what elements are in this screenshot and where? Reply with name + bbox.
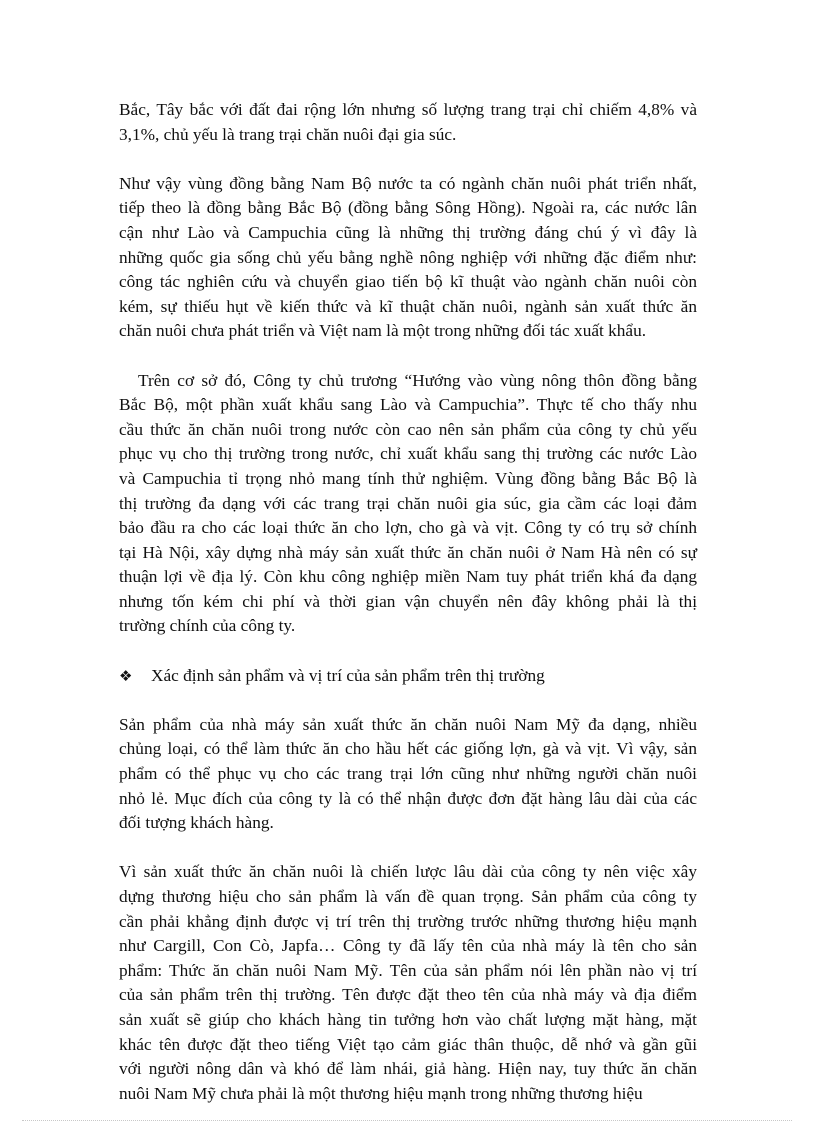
paragraph-1 xyxy=(119,98,697,147)
text-line: Bắc Bộ, một phần xuất khẩu sang Lào và Campuchia”. Thực tế cho thấy nhu xyxy=(119,395,697,415)
text-line: kém, sự thiếu hụt về kiến thức và kĩ thuật chăn nuôi, ngành sản xuất thức ăn xyxy=(119,296,697,316)
paragraph-5 xyxy=(119,860,697,1106)
text-line: nhưng tốn kém chi phí và thời gian vận chuyển nên đây không phải là thị xyxy=(119,591,697,611)
page-bottom-divider xyxy=(22,1120,792,1121)
document-body xyxy=(119,98,697,1131)
text-line: chăn nuôi chưa phát triển và Việt nam là một trong những đối tác xuất khẩu. xyxy=(119,321,647,341)
text-line: và Campuchia tỉ trọng nhỏ mang tính thử nghiệm. Vùng đồng bằng Bắc Bộ là xyxy=(119,468,697,488)
text-line: sản xuất sẽ giúp cho khách hàng tin tưởng hơn vào chất lượng mặt hàng, mặt xyxy=(119,1009,697,1029)
text-line: dựng thương hiệu cho sản phẩm là vấn đề quan trọng. Sản phẩm của công ty xyxy=(119,887,697,906)
text-line: chủng loại, có thể làm thức ăn cho hầu hết các giống lợn, gà và vịt. Vì vậy, sản xyxy=(119,739,697,759)
text-line: phẩm: Thức ăn chăn nuôi Nam Mỹ. Tên của sản phẩm nói lên phần nào vị trí xyxy=(119,960,697,980)
paragraph-2 xyxy=(119,172,697,344)
text-line: những quốc gia sống chủ yếu bằng nghề nông nghiệp với những đặc điểm như: xyxy=(119,247,697,267)
text-line: phẩm có thể phục vụ cho các trang trại lớn cũng như những người chăn nuôi xyxy=(119,764,697,784)
text-line: của sản phẩm trên thị trường. Tên được đặt theo tên của nhà máy và địa điểm xyxy=(119,985,697,1005)
text-line: thị trường đa dạng với các trang trại chăn nuôi gia súc, gia cầm các loại đảm xyxy=(119,493,697,513)
text-line: trường chính của công ty. xyxy=(119,616,296,636)
text-line: đối tượng khách hàng. xyxy=(119,813,274,833)
section-heading-bullet xyxy=(119,664,697,689)
paragraph-4 xyxy=(119,713,697,836)
text-line: Vì sản xuất thức ăn chăn nuôi là chiến lược lâu dài của công ty nên việc xây xyxy=(119,862,697,882)
text-line: Như vậy vùng đồng bằng Nam Bộ nước ta có ngành chăn nuôi phát triển nhất, xyxy=(119,173,697,193)
text-line: cầu thức ăn chăn nuôi trong nước còn cao nên sản phẩm của công ty chủ yếu xyxy=(119,419,697,439)
section-heading-text: Xác định sản phẩm và vị trí của sản phẩm trên thị trường xyxy=(151,665,545,685)
text-line: Bắc, Tây bắc với đất đai rộng lớn nhưng số lượng trang trại chỉ chiếm 4,8% và xyxy=(119,100,697,119)
text-line: công tác nghiên cứu và chuyển giao tiến bộ kĩ thuật vào ngành chăn nuôi còn xyxy=(119,272,697,292)
four-diamond-bullet-icon: ❖ xyxy=(119,666,133,685)
text-line: Sản phẩm của nhà máy sản xuất thức ăn chăn nuôi Nam Mỹ đa dạng, nhiều xyxy=(119,714,697,734)
text-line: cận như Lào và Campuchia cũng là những thị trường đáng chú ý vì đây là xyxy=(119,222,697,242)
text-line: khác tên được đặt theo tiếng Việt tạo cảm giác thân thuộc, dễ nhớ và gần gũi xyxy=(119,1034,697,1054)
text-line: nhỏ lẻ. Mục đích của công ty là có thể nhận được đơn đặt hàng lâu dài của các xyxy=(119,788,697,808)
paragraph-3 xyxy=(119,369,697,640)
text-line: như Cargill, Con Cò, Japfa… Công ty đã lấy tên của nhà máy là tên cho sản xyxy=(119,936,697,956)
text-line: tại Hà Nội, xây dựng nhà máy sản xuất thức ăn chăn nuôi ở Nam Hà nên có sự xyxy=(119,542,697,562)
text-line: với người nông dân và khó để làm nhái, giả hàng. Hiện nay, tuy thức ăn chăn xyxy=(119,1059,697,1079)
text-line: 3,1%, chủ yếu là trang trại chăn nuôi đại gia súc. xyxy=(119,124,457,144)
text-line: bảo đầu ra cho các loại thức ăn cho lợn, cho gà và vịt. Công ty có trụ sở chính xyxy=(119,518,697,538)
text-line: thuận lợi về địa lý. Còn khu công nghiệp miền Nam tuy phát triển khá đa dạng xyxy=(119,567,697,587)
text-line: Trên cơ sở đó, Công ty chủ trương “Hướng vào vùng nông thôn đồng bằng xyxy=(138,370,697,390)
text-line: nuôi Nam Mỹ chưa phải là một thương hiệu mạnh trong những thương hiệu xyxy=(119,1083,643,1103)
text-line: tiếp theo là đồng bằng Bắc Bộ (đồng bằng Sông Hồng). Ngoài ra, các nước lân xyxy=(119,198,697,218)
text-line: cần phải khẳng định được vị trí trên thị trường trước những thương hiệu mạnh xyxy=(119,911,697,931)
text-line: phục vụ cho thị trường trong nước, chỉ xuất khẩu sang thị trường các nước Lào xyxy=(119,444,697,464)
